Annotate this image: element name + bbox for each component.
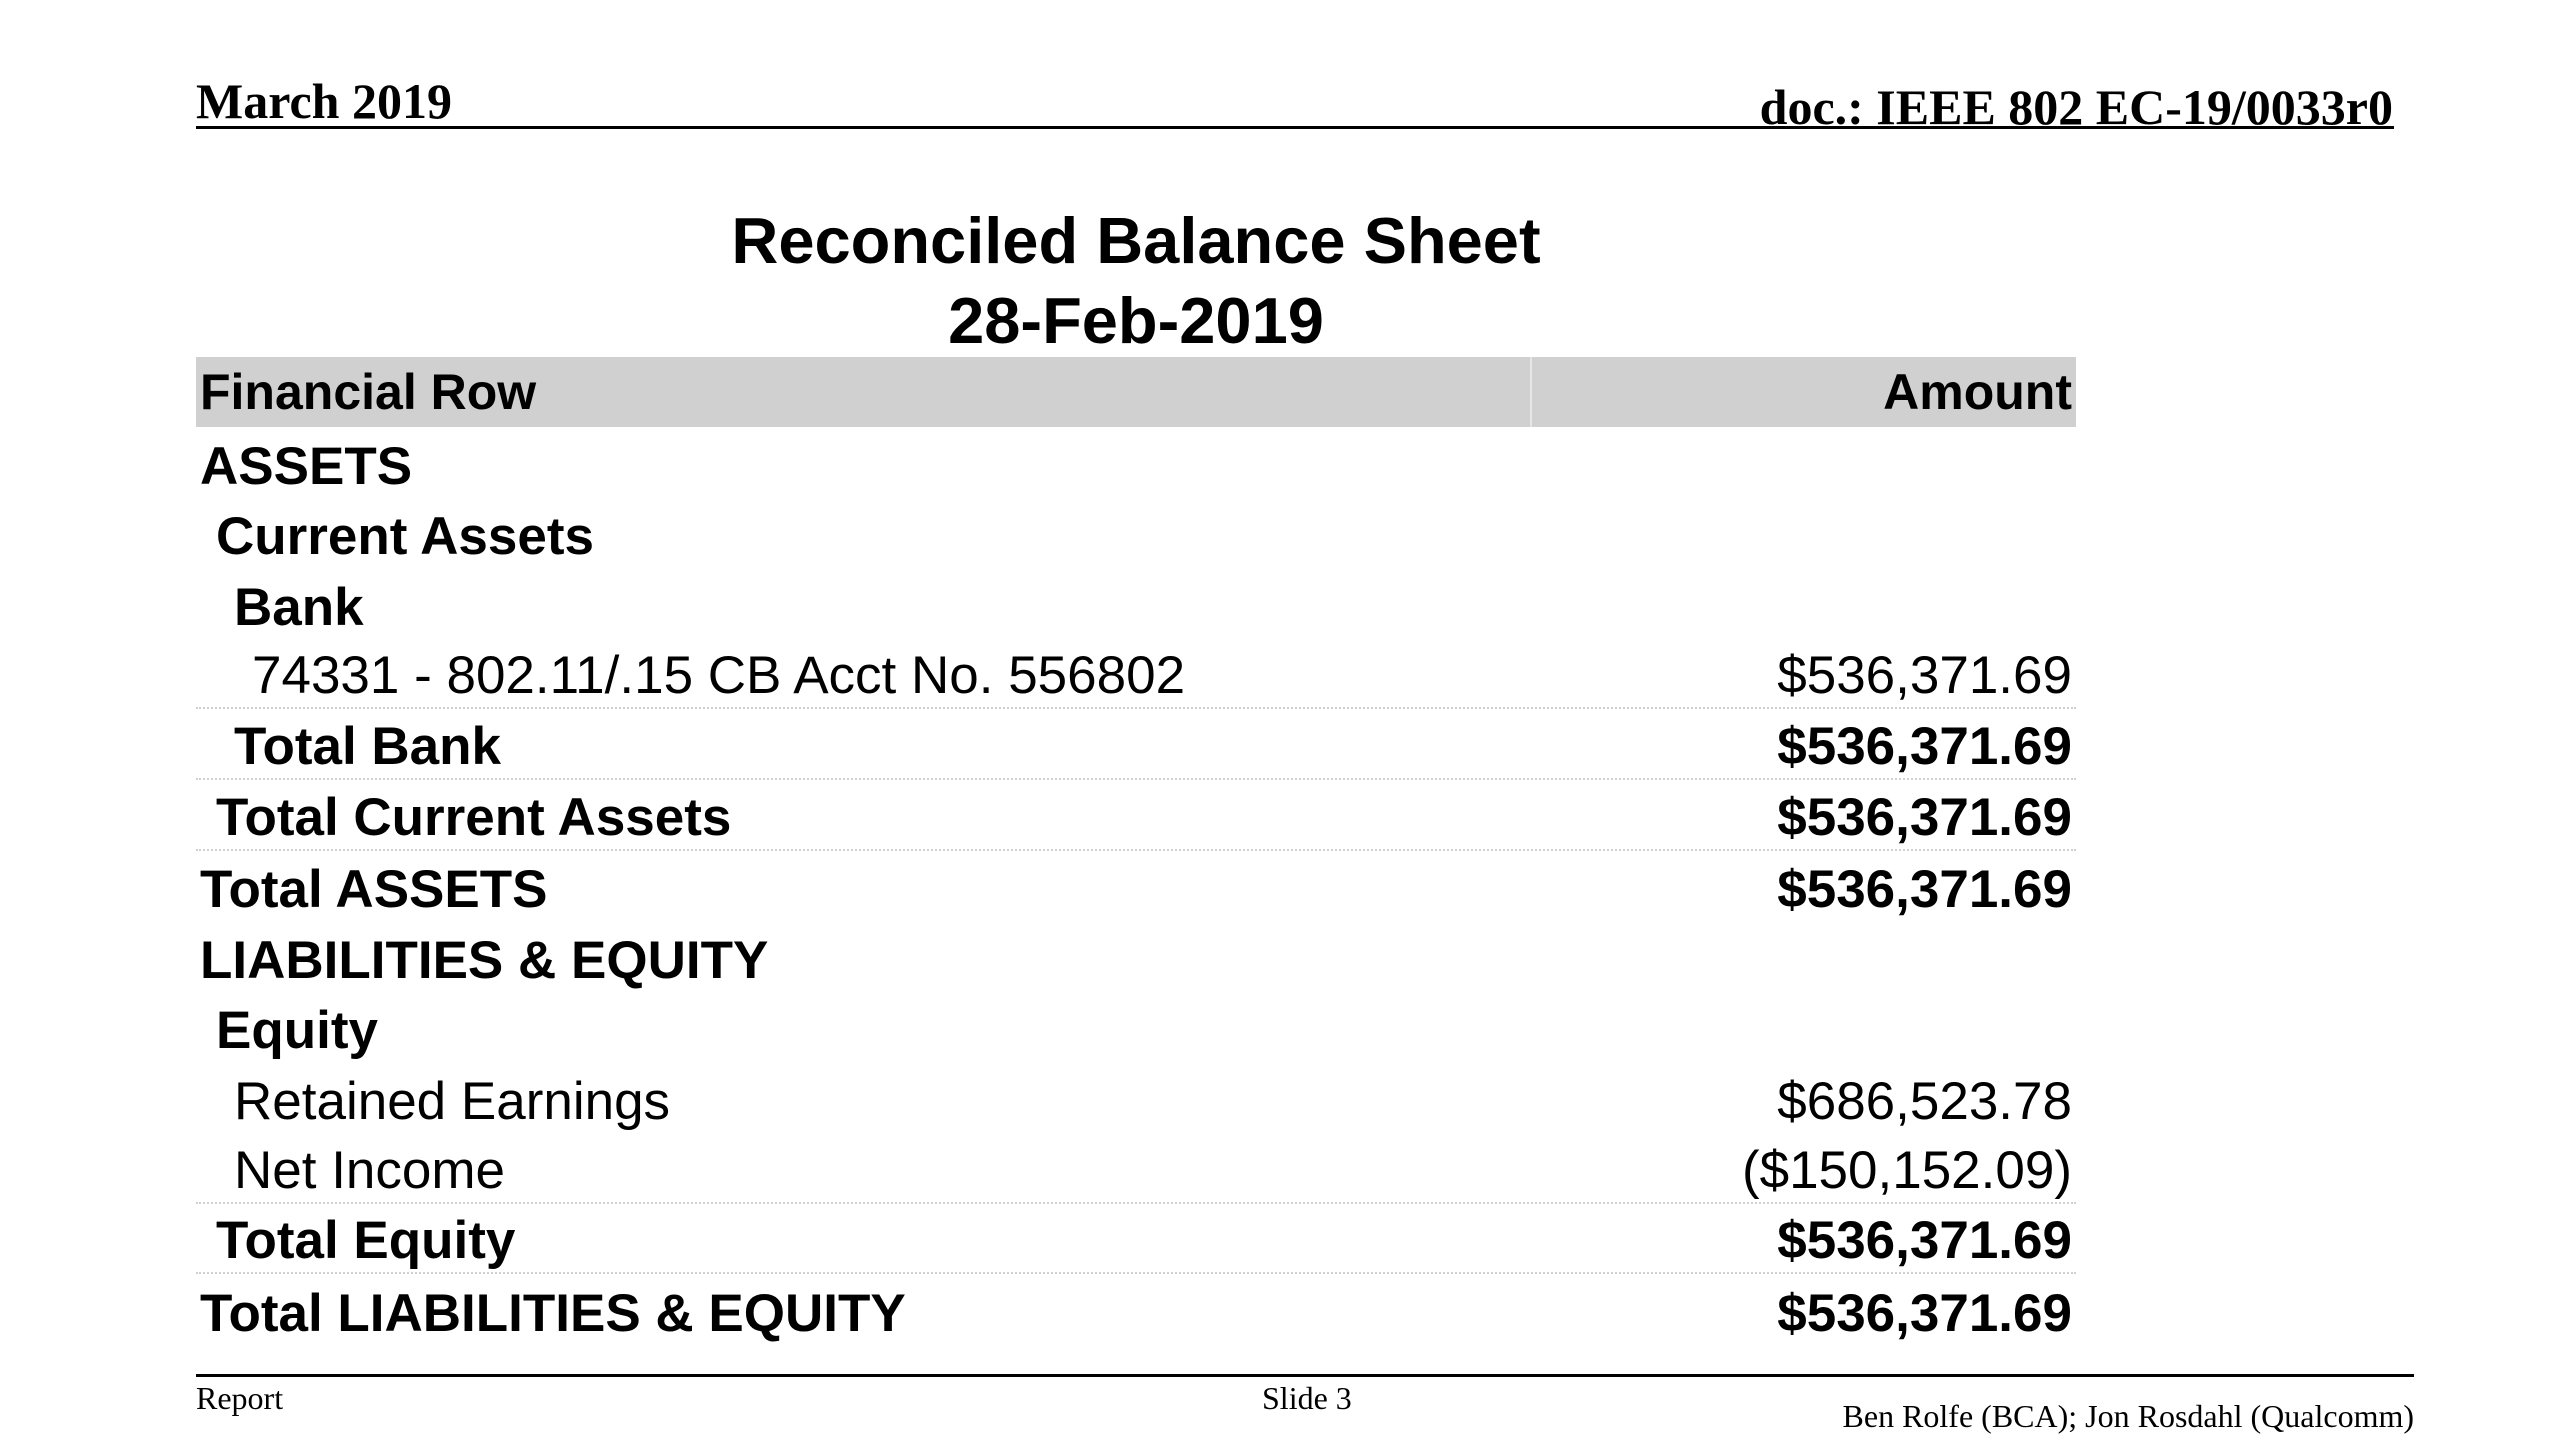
row-label: Net Income — [234, 1140, 506, 1200]
row-amount: $536,371.69 — [1777, 1283, 2072, 1343]
row-label: ASSETS — [200, 436, 413, 496]
table-row — [196, 709, 2076, 780]
row-label: Total Bank — [234, 716, 501, 776]
table-row — [196, 427, 2076, 498]
table-row — [196, 1133, 2076, 1204]
header-divider — [196, 126, 2394, 129]
row-amount: $536,371.69 — [1777, 787, 2072, 847]
table-row — [196, 568, 2076, 639]
table-row — [196, 921, 2076, 992]
row-label: Total Current Assets — [216, 787, 732, 847]
table-row — [196, 498, 2076, 569]
footer-slide-number: Slide 3 — [1262, 1380, 1352, 1416]
row-label: 74331 - 802.11/.15 CB Acct No. 556802 — [252, 646, 1186, 706]
table-header-row — [196, 357, 2076, 427]
row-label: Equity — [216, 1001, 378, 1061]
row-amount: $686,523.78 — [1777, 1071, 2072, 1131]
row-label: Bank — [234, 577, 364, 637]
row-amount: $536,371.69 — [1777, 1211, 2072, 1271]
sheet-date: 28-Feb-2019 — [948, 284, 1324, 357]
header-doc-id: doc.: IEEE 802 EC-19/0033r0 — [1759, 79, 2393, 135]
row-amount: ($150,152.09) — [1741, 1140, 2072, 1200]
table-row — [196, 851, 2076, 922]
row-label: Total ASSETS — [200, 860, 548, 920]
column-header-financial-row: Financial Row — [200, 364, 537, 420]
table-row — [196, 780, 2076, 851]
footer-report: Report — [196, 1380, 284, 1416]
sheet-title: Reconciled Balance Sheet — [731, 204, 1541, 277]
table-row — [196, 639, 2076, 710]
row-amount: $536,371.69 — [1777, 860, 2072, 920]
header-date: March 2019 — [196, 73, 452, 129]
table-row — [196, 992, 2076, 1063]
row-label: Total LIABILITIES & EQUITY — [200, 1283, 906, 1343]
row-label: Retained Earnings — [234, 1071, 671, 1131]
footer-divider — [196, 1374, 2414, 1377]
column-header-amount: Amount — [1530, 357, 2076, 427]
footer-authors: Ben Rolfe (BCA); Jon Rosdahl (Qualcomm) — [1842, 1398, 2414, 1434]
row-amount: $536,371.69 — [1777, 716, 2072, 776]
row-label: Current Assets — [216, 507, 594, 567]
balance-sheet-table — [196, 357, 2076, 1345]
row-amount: $536,371.69 — [1777, 646, 2072, 706]
row-label: Total Equity — [216, 1211, 516, 1271]
row-label: LIABILITIES & EQUITY — [200, 930, 769, 990]
table-row — [196, 1204, 2076, 1275]
table-row — [196, 1062, 2076, 1133]
table-row — [196, 1274, 2076, 1345]
